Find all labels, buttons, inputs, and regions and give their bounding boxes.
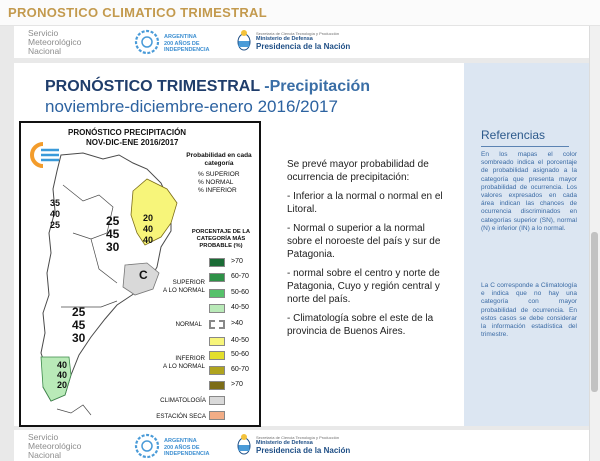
- legend-group-inferior: INFERIOR A LO NORMAL: [163, 355, 205, 370]
- summary-intro: Se prevé mayor probabilidad de ocurrencia de precipitación:: [287, 159, 429, 183]
- legend-swatch-inf-40: [209, 337, 225, 346]
- legend-value: >70: [231, 258, 243, 265]
- map-value-pat-sup: 25: [72, 305, 86, 319]
- map-value-center-norm: 45: [106, 227, 120, 241]
- logo-strip-top: [14, 26, 589, 58]
- map-value-south-inf: 20: [57, 380, 68, 390]
- smn-logo-text: Servicio Meteorológico Nacional: [28, 432, 82, 460]
- legend-swatch-climatology: [209, 396, 225, 405]
- logo-strip-bottom: [14, 430, 589, 461]
- slide-subtitle: noviembre-diciembre-enero 2016/2017: [45, 97, 338, 116]
- legend-swatch-sup-50: [209, 289, 225, 298]
- sun-emblem-icon: [134, 433, 160, 459]
- legend-value: 60-70: [231, 366, 249, 373]
- legend-group-normal: NORMAL: [175, 321, 202, 328]
- summary-item: - Normal o superior a la normal sobre el noroeste del país y sur de Patagonia.: [287, 223, 441, 260]
- summary-item: - normal sobre el centro y norte de Patagonia, Cuyo y región central y norte del país.: [287, 268, 440, 305]
- legend-swatch-dry-season: [209, 411, 225, 420]
- page-header: [0, 0, 600, 26]
- legend-swatch-sup-70: [209, 258, 225, 267]
- argentina-200-logo: ARGENTINA 200 AÑOS DE INDEPENDENCIA: [134, 29, 224, 55]
- legend-value: 50-60: [231, 289, 249, 296]
- map-climatology-label: C: [139, 268, 148, 282]
- map-value-pat-inf: 30: [72, 331, 86, 345]
- references-divider: [481, 146, 569, 147]
- references-paragraph-2: La C corresponde a Climatología e indica que no hay una categoría con mayor probabilidad de ocurrencia. En estos casos se debe considerar la información estadística del trimestre.: [481, 282, 577, 339]
- legend-swatch-inf-60: [209, 366, 225, 375]
- scrollbar-thumb[interactable]: [591, 232, 598, 392]
- legend-group-superior: SUPERIOR A LO NORMAL: [163, 279, 205, 294]
- legend-swatch-inf-70: [209, 381, 225, 390]
- presidencia-logo: Secretaría de Ciencia Tecnología y Producción Ministerio de Defensa Presidencia de la Nación: [236, 433, 386, 459]
- map-value-ne-sup: 20: [143, 213, 154, 223]
- map-date: NOV-DIC-ENE 2016/2017: [86, 138, 179, 147]
- prob-normal: % NORMAL: [198, 179, 234, 186]
- map-value-center-sup: 25: [106, 214, 120, 228]
- national-shield-icon: [236, 433, 252, 457]
- presidencia-logo: Secretaría de Ciencia Tecnología y Producción Ministerio de Defensa Presidencia de la Nación: [236, 29, 386, 55]
- legend-group-climatology: CLIMATOLOGÍA: [160, 397, 206, 404]
- references-title: Referencias: [481, 128, 546, 142]
- map-title: PRONÓSTICO PRECIPITACIÓN: [68, 128, 187, 137]
- map-value-nw-inf: 25: [50, 220, 61, 230]
- legend-swatch-inf-50: [209, 351, 225, 360]
- legend-group-dry-season: ESTACIÓN SECA: [156, 413, 206, 420]
- references-paragraph-1: En los mapas el color sombreado indica el porcentaje de probabilidad asignado a la categoría que presenta mayor probabilidad de ocurrencia. Los valores expresados en cada área indican las chances de ocurrencia discriminados en categorías superior (SN), normal (N) e inferior (IN) a lo normal.: [481, 151, 577, 232]
- smn-logo-text: Servicio Meteorológico Nacional: [28, 28, 82, 56]
- prob-superior: % SUPERIOR: [198, 171, 240, 178]
- map-value-pat-norm: 45: [72, 318, 86, 332]
- sun-emblem-icon: [134, 29, 160, 55]
- smn-swirl-icon: [25, 140, 63, 170]
- national-shield-icon: [236, 29, 252, 53]
- map-value-nw-norm: 40: [50, 209, 61, 219]
- summary-item: - Inferior a la normal o normal en el Litoral.: [287, 191, 443, 215]
- legend-swatch-sup-40: [209, 304, 225, 313]
- legend-value: >40: [231, 320, 243, 327]
- summary-item: - Climatología sobre el este de la provincia de Buenos Aires.: [287, 313, 434, 337]
- percentage-header: PORCENTAJE DE LA CATEGORÍA MÁS PROBABLE (%): [191, 229, 251, 249]
- map-value-center-inf: 30: [106, 240, 120, 254]
- map-value-south-norm: 40: [57, 370, 68, 380]
- legend-value: 60-70: [231, 273, 249, 280]
- prob-inferior: % INFERIOR: [198, 187, 237, 194]
- map-value-nw-sup: 35: [50, 198, 61, 208]
- map-value-ne-norm: 40: [143, 224, 154, 234]
- map-value-south-sup: 40: [57, 360, 68, 370]
- argentina-200-logo: ARGENTINA 200 AÑOS DE INDEPENDENCIA: [134, 433, 224, 459]
- legend-value: 50-60: [231, 351, 249, 358]
- legend-value: 40-50: [231, 337, 249, 344]
- forecast-summary: [287, 158, 447, 344]
- references-panel: [464, 63, 589, 426]
- legend-swatch-normal: [209, 320, 225, 329]
- legend-swatch-sup-60: [209, 273, 225, 282]
- coastline-detail: [57, 405, 91, 415]
- legend-value: 40-50: [231, 304, 249, 311]
- probability-header: Probabilidad en cada categoría: [186, 152, 252, 167]
- legend-value: >70: [231, 381, 243, 388]
- slide-title: PRONÓSTICO TRIMESTRAL -Precipitación: [45, 78, 371, 95]
- map-value-ne-inf: 40: [143, 235, 154, 245]
- page-title: PRONOSTICO CLIMATICO TRIMESTRAL: [8, 5, 267, 20]
